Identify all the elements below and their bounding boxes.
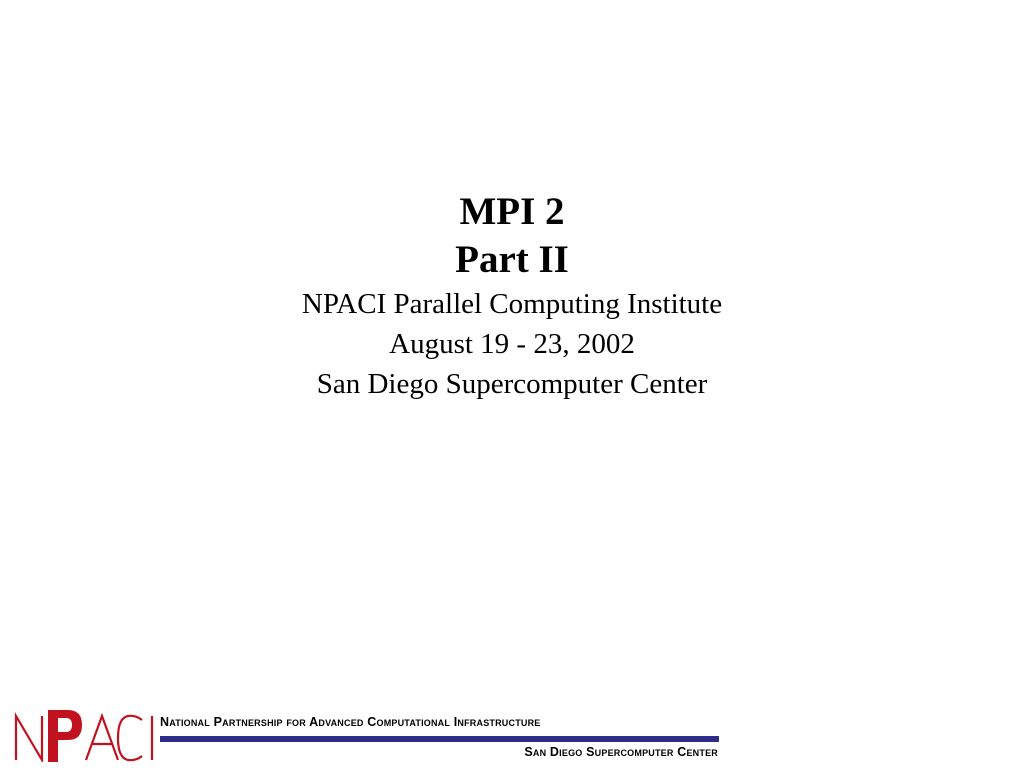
- event-dates: August 19 - 23, 2002: [389, 328, 635, 360]
- title-block: [0, 188, 1024, 404]
- footer: [0, 700, 1024, 768]
- slide-title: MPI 2: [459, 190, 565, 233]
- npaci-logo: [14, 710, 158, 762]
- organization-name: National Partnership for Advanced Computational Infrastructure: [160, 715, 541, 729]
- footer-rule: [160, 736, 719, 742]
- institute-name: NPACI Parallel Computing Institute: [301, 288, 723, 320]
- logo-p-mark: [48, 710, 82, 762]
- center-name: San Diego Supercomputer Center: [524, 745, 718, 759]
- slide-subtitle-part: Part II: [455, 238, 569, 281]
- host-center: San Diego Supercomputer Center: [316, 368, 708, 400]
